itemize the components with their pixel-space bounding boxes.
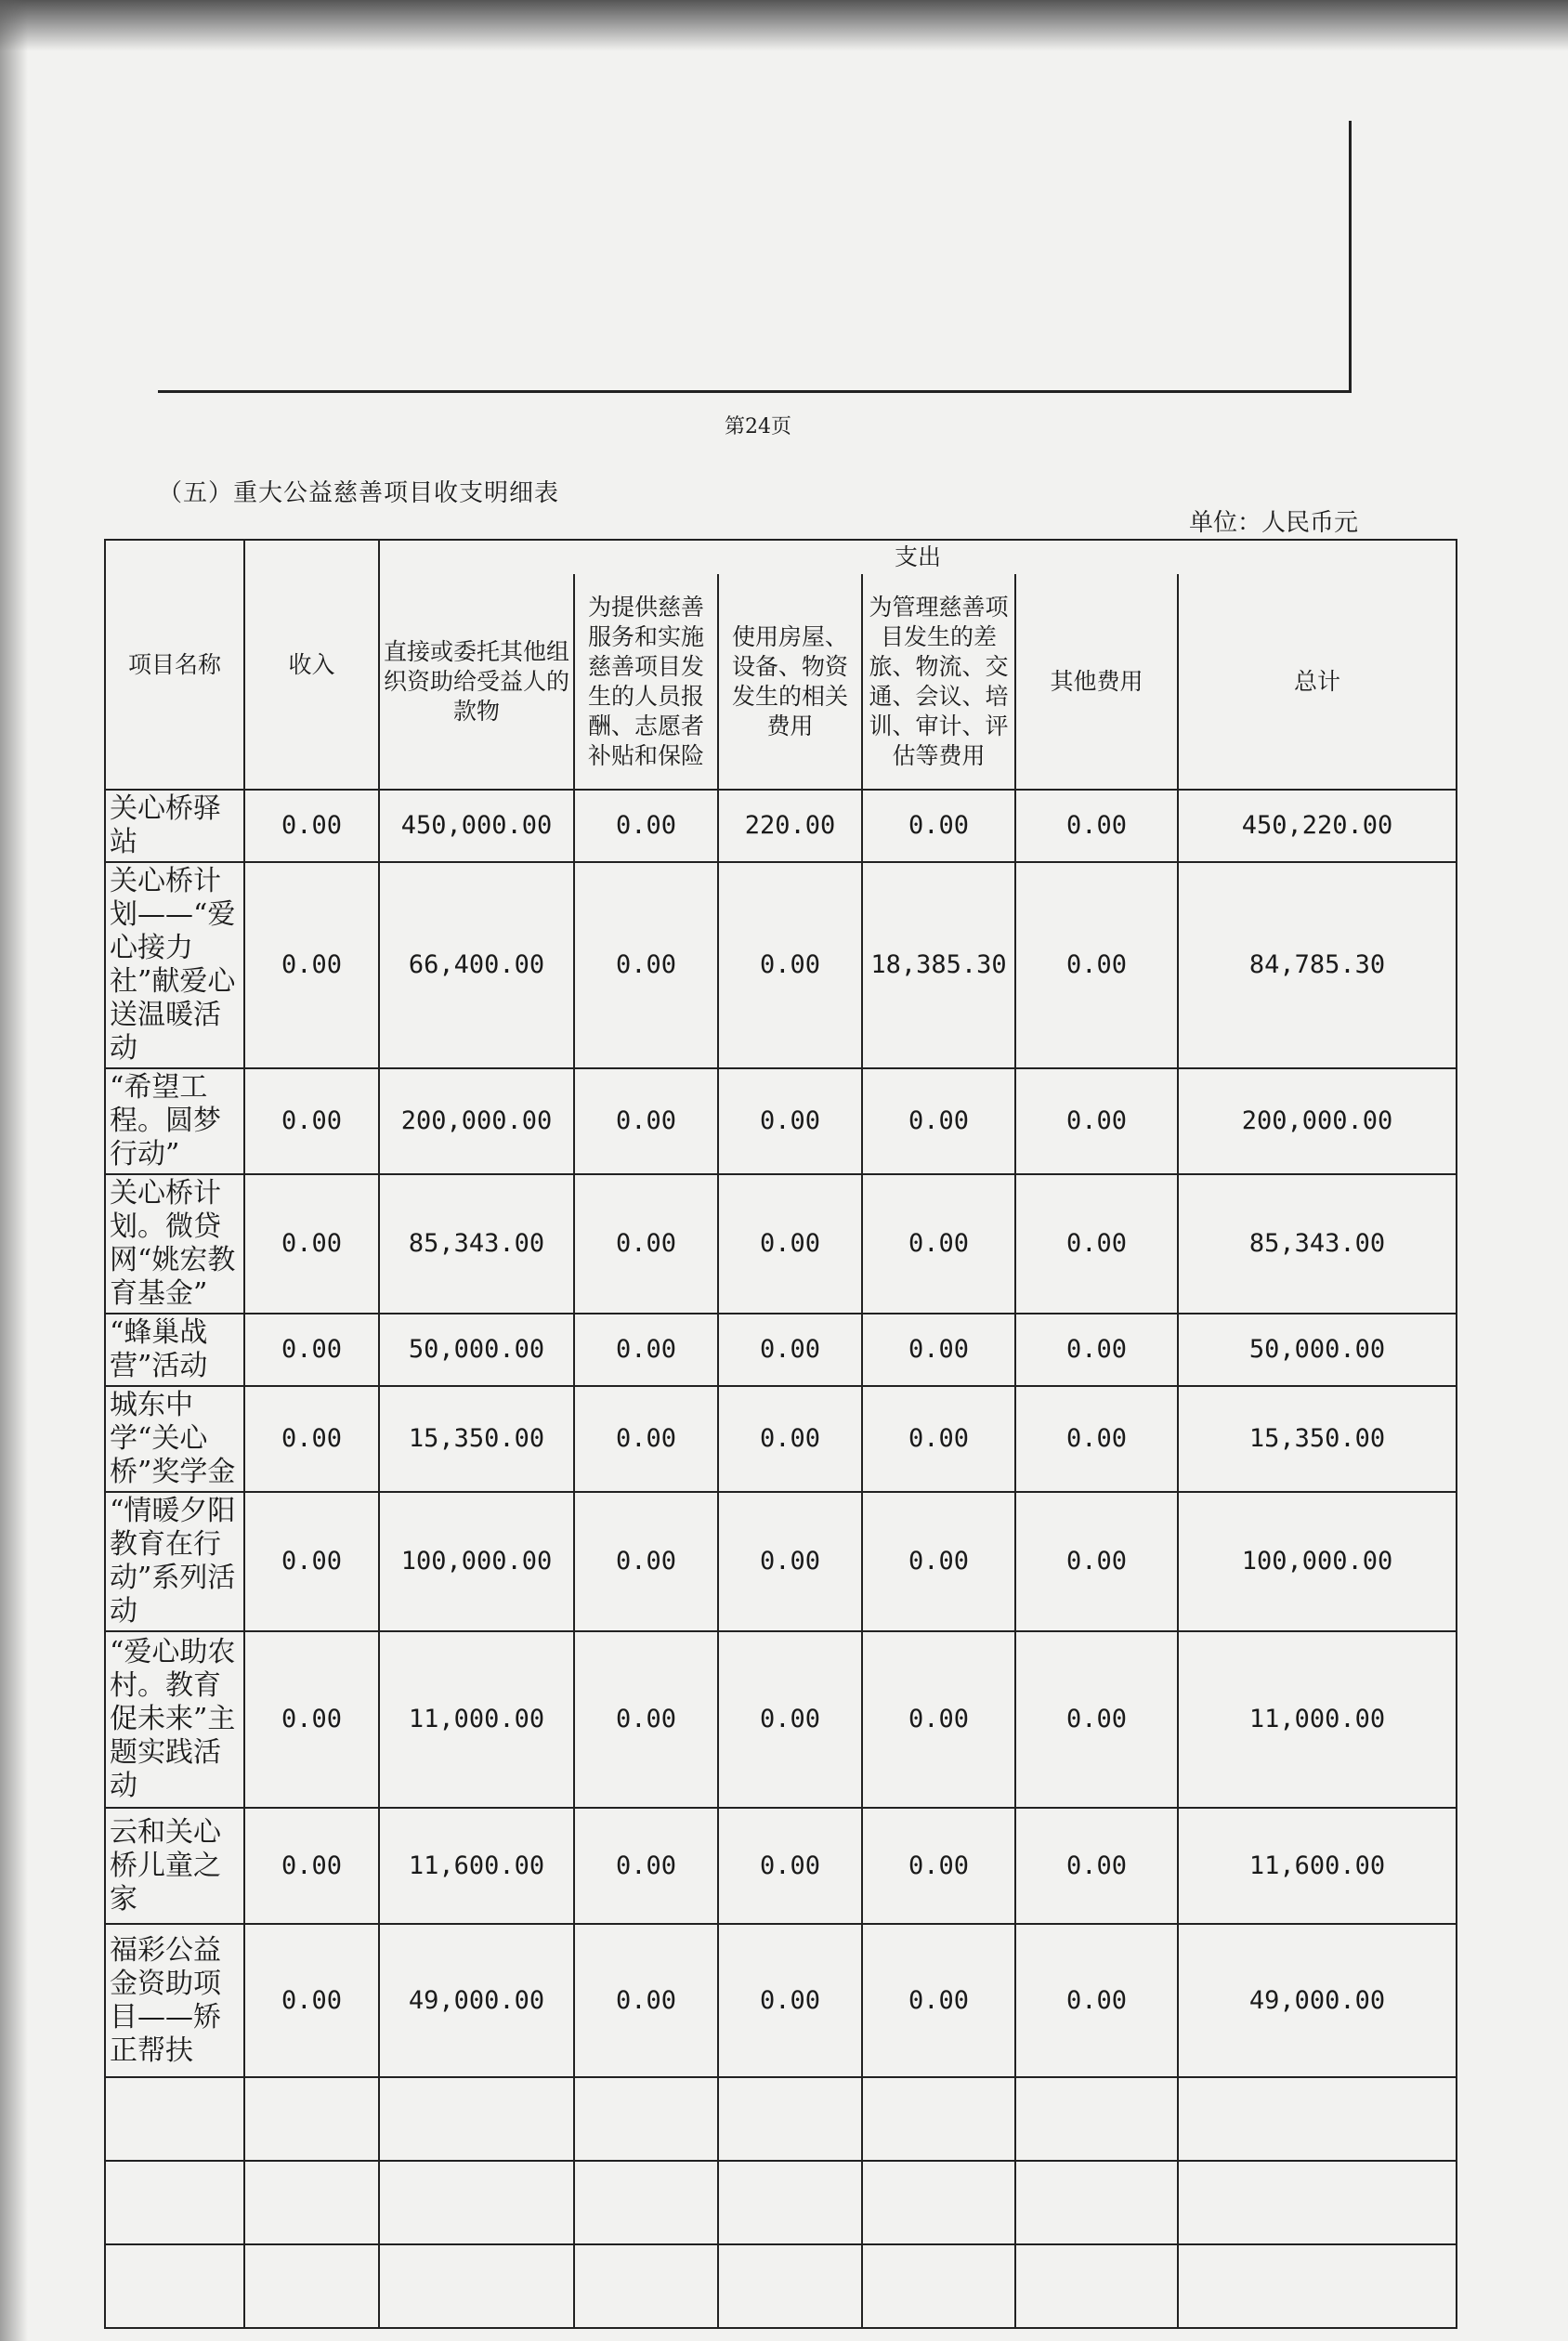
total-cell: 49,000.00 bbox=[1178, 1924, 1457, 2077]
personnel-cell: 0.00 bbox=[574, 1808, 718, 1924]
other-cell: 0.00 bbox=[1015, 1386, 1178, 1492]
income-cell: 0.00 bbox=[244, 1631, 379, 1808]
direct-aid-cell: 11,000.00 bbox=[379, 1631, 574, 1808]
other-cell: 0.00 bbox=[1015, 1808, 1178, 1924]
income-cell: 0.00 bbox=[244, 790, 379, 862]
income-cell: 0.00 bbox=[244, 862, 379, 1068]
empty-row bbox=[105, 2161, 1457, 2244]
project-name-cell: “爱心助农村。教育促未来”主题实践活动 bbox=[105, 1631, 244, 1808]
income-cell: 0.00 bbox=[244, 1174, 379, 1314]
project-name-cell: 福彩公益金资助项目——矫正帮扶 bbox=[105, 1924, 244, 2077]
project-name-cell: 关心桥计划。微贷网“姚宏教育基金” bbox=[105, 1174, 244, 1314]
personnel-cell: 0.00 bbox=[574, 1631, 718, 1808]
header-income: 收入 bbox=[244, 540, 379, 790]
direct-aid-cell: 450,000.00 bbox=[379, 790, 574, 862]
table-row bbox=[105, 1386, 1457, 1492]
header-direct-aid: 直接或委托其他组织资助给受益人的款物 bbox=[379, 574, 574, 790]
income-cell: 0.00 bbox=[244, 1808, 379, 1924]
admin-cell: 0.00 bbox=[862, 1314, 1015, 1386]
facility-cell: 0.00 bbox=[718, 1174, 862, 1314]
project-name-cell: “希望工程。圆梦行动” bbox=[105, 1068, 244, 1174]
table-row bbox=[105, 1631, 1457, 1808]
section-title: （五）重大公益慈善项目收支明细表 bbox=[158, 479, 560, 507]
previous-page-box bbox=[158, 121, 1352, 393]
facility-cell: 0.00 bbox=[718, 1631, 862, 1808]
direct-aid-cell: 15,350.00 bbox=[379, 1386, 574, 1492]
admin-cell: 0.00 bbox=[862, 790, 1015, 862]
total-cell: 11,000.00 bbox=[1178, 1631, 1457, 1808]
facility-cell: 220.00 bbox=[718, 790, 862, 862]
empty-row bbox=[105, 2244, 1457, 2328]
total-cell: 85,343.00 bbox=[1178, 1174, 1457, 1314]
project-name-cell: 云和关心桥儿童之家 bbox=[105, 1808, 244, 1924]
direct-aid-cell: 66,400.00 bbox=[379, 862, 574, 1068]
total-cell: 200,000.00 bbox=[1178, 1068, 1457, 1174]
personnel-cell: 0.00 bbox=[574, 1924, 718, 2077]
table-row bbox=[105, 862, 1457, 1068]
project-name-cell: 城东中学“关心桥”奖学金 bbox=[105, 1386, 244, 1492]
other-cell: 0.00 bbox=[1015, 790, 1178, 862]
header-expense-group: 支出 bbox=[379, 540, 1457, 574]
admin-cell: 0.00 bbox=[862, 1174, 1015, 1314]
total-cell: 84,785.30 bbox=[1178, 862, 1457, 1068]
header-personnel: 为提供慈善服务和实施慈善项目发生的人员报酬、志愿者补贴和保险 bbox=[574, 574, 718, 790]
admin-cell: 0.00 bbox=[862, 1631, 1015, 1808]
other-cell: 0.00 bbox=[1015, 1492, 1178, 1631]
direct-aid-cell: 11,600.00 bbox=[379, 1808, 574, 1924]
personnel-cell: 0.00 bbox=[574, 862, 718, 1068]
facility-cell: 0.00 bbox=[718, 1314, 862, 1386]
table-row bbox=[105, 1314, 1457, 1386]
total-cell: 15,350.00 bbox=[1178, 1386, 1457, 1492]
empty-row bbox=[105, 2077, 1457, 2161]
direct-aid-cell: 100,000.00 bbox=[379, 1492, 574, 1631]
admin-cell: 0.00 bbox=[862, 1386, 1015, 1492]
table-row bbox=[105, 790, 1457, 862]
other-cell: 0.00 bbox=[1015, 862, 1178, 1068]
facility-cell: 0.00 bbox=[718, 1808, 862, 1924]
other-cell: 0.00 bbox=[1015, 1314, 1178, 1386]
admin-cell: 0.00 bbox=[862, 1808, 1015, 1924]
table-row bbox=[105, 1174, 1457, 1314]
header-total: 总计 bbox=[1178, 574, 1457, 790]
facility-cell: 0.00 bbox=[718, 1386, 862, 1492]
total-cell: 100,000.00 bbox=[1178, 1492, 1457, 1631]
facility-cell: 0.00 bbox=[718, 1924, 862, 2077]
facility-cell: 0.00 bbox=[718, 1492, 862, 1631]
admin-cell: 0.00 bbox=[862, 1924, 1015, 2077]
other-cell: 0.00 bbox=[1015, 1924, 1178, 2077]
personnel-cell: 0.00 bbox=[574, 1174, 718, 1314]
table-row bbox=[105, 1492, 1457, 1631]
other-cell: 0.00 bbox=[1015, 1631, 1178, 1808]
admin-cell: 18,385.30 bbox=[862, 862, 1015, 1068]
header-facility: 使用房屋、设备、物资发生的相关费用 bbox=[718, 574, 862, 790]
unit-label: 单位：人民币元 bbox=[1189, 509, 1359, 537]
project-income-expense-table bbox=[104, 539, 1457, 2329]
project-name-cell: 关心桥计划——“爱心接力社”献爱心送温暖活动 bbox=[105, 862, 244, 1068]
personnel-cell: 0.00 bbox=[574, 790, 718, 862]
income-cell: 0.00 bbox=[244, 1068, 379, 1174]
scan-shadow-left bbox=[0, 0, 28, 2341]
direct-aid-cell: 85,343.00 bbox=[379, 1174, 574, 1314]
total-cell: 11,600.00 bbox=[1178, 1808, 1457, 1924]
income-cell: 0.00 bbox=[244, 1314, 379, 1386]
project-name-cell: “情暖夕阳教育在行动”系列活动 bbox=[105, 1492, 244, 1631]
header-other: 其他费用 bbox=[1015, 574, 1178, 790]
total-cell: 450,220.00 bbox=[1178, 790, 1457, 862]
admin-cell: 0.00 bbox=[862, 1492, 1015, 1631]
income-cell: 0.00 bbox=[244, 1492, 379, 1631]
personnel-cell: 0.00 bbox=[574, 1386, 718, 1492]
facility-cell: 0.00 bbox=[718, 1068, 862, 1174]
income-cell: 0.00 bbox=[244, 1386, 379, 1492]
direct-aid-cell: 50,000.00 bbox=[379, 1314, 574, 1386]
other-cell: 0.00 bbox=[1015, 1068, 1178, 1174]
facility-cell: 0.00 bbox=[718, 862, 862, 1068]
header-admin: 为管理慈善项目发生的差旅、物流、交通、会议、培训、审计、评估等费用 bbox=[862, 574, 1015, 790]
direct-aid-cell: 49,000.00 bbox=[379, 1924, 574, 2077]
personnel-cell: 0.00 bbox=[574, 1492, 718, 1631]
personnel-cell: 0.00 bbox=[574, 1068, 718, 1174]
table-row bbox=[105, 1068, 1457, 1174]
table-row bbox=[105, 1808, 1457, 1924]
other-cell: 0.00 bbox=[1015, 1174, 1178, 1314]
personnel-cell: 0.00 bbox=[574, 1314, 718, 1386]
scan-shadow-top bbox=[0, 0, 1568, 51]
income-cell: 0.00 bbox=[244, 1924, 379, 2077]
admin-cell: 0.00 bbox=[862, 1068, 1015, 1174]
total-cell: 50,000.00 bbox=[1178, 1314, 1457, 1386]
header-project-name: 项目名称 bbox=[105, 540, 244, 790]
project-name-cell: “蜂巢战营”活动 bbox=[105, 1314, 244, 1386]
page-number: 第24页 bbox=[725, 415, 791, 438]
table-row bbox=[105, 1924, 1457, 2077]
project-name-cell: 关心桥驿站 bbox=[105, 790, 244, 862]
direct-aid-cell: 200,000.00 bbox=[379, 1068, 574, 1174]
